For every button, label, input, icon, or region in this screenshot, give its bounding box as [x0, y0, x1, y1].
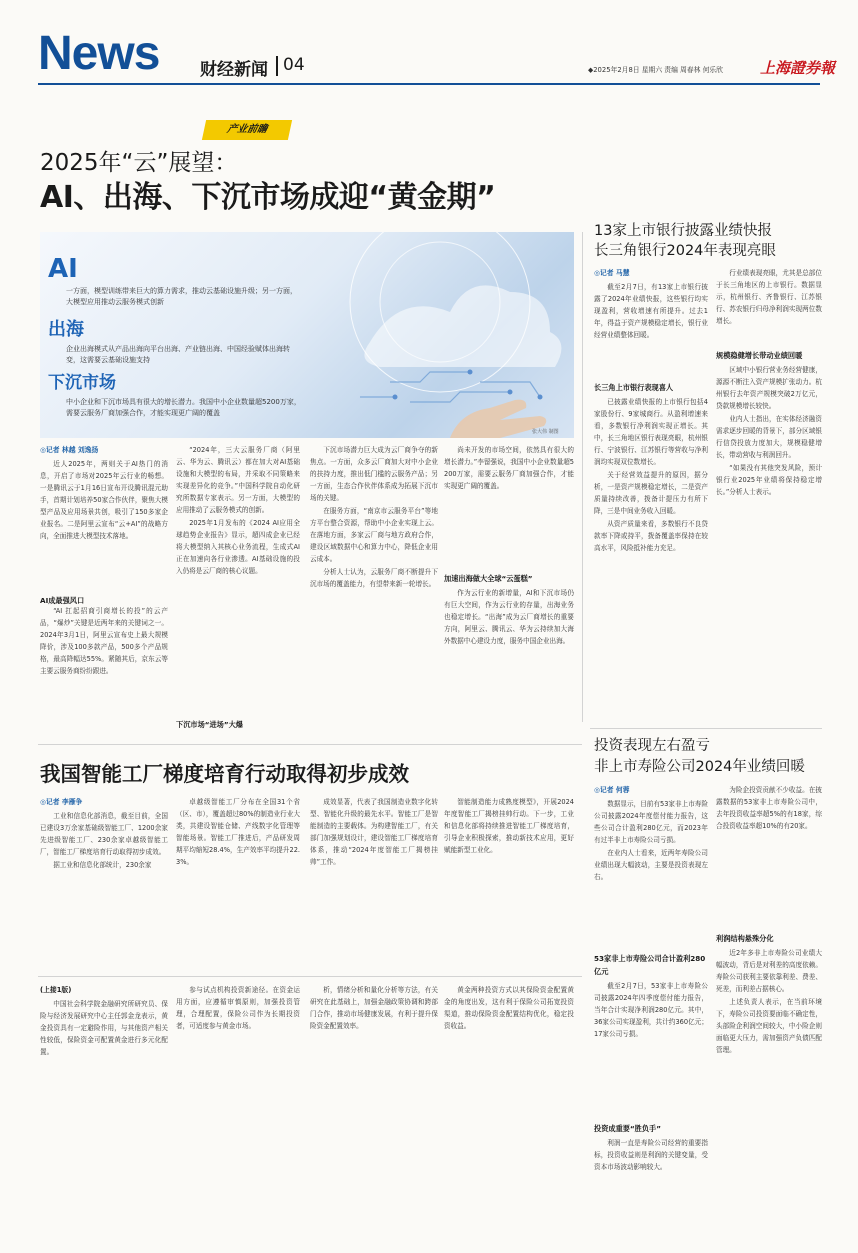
feature-body-1: 近人2025年，两则关于AI热门的消息，开启了市场对2025年云行业的畅想。一是腾讯云于1月16日宣布开设腾讯混元助手，首期计划培养50家合作伙伴，聚焦大模型产品及应用场景共创，吸引了150多家企业报名。二是阿里云宣布“云+AI”的战略方向，全面推进大模型技术落地。	[40, 460, 168, 540]
footer-column-2: 参与试点机构投资新途径。在资金运用方面，应遵循审慎原则，加强投资管理，合理配置，保险公司作为长期投资者，可适度参与黄金市场。	[176, 986, 300, 1030]
insurance-subhead-3: 利润结构悬殊分化	[716, 934, 774, 943]
banks-title-2: 长三角银行2024年表现亮眼	[594, 243, 776, 259]
column-divider	[582, 232, 583, 722]
news-logo: News	[38, 27, 160, 80]
factory-column-3: 成效显著，代表了我国制造业数字化转型、智能化升级的最先水平。智能工厂是智能制造的主要载体。为构建智能工厂，有关部门加强规划设计，建设智能工厂梯度培育体系，推动“2024年度智能工厂揭榜挂帅”工作。	[310, 798, 438, 866]
tag-overseas-desc: 企业出海模式从产品出海向平台出海、产业链出海、中国经验赋体出海转变，这需要云基础设施支持	[66, 345, 290, 364]
feature-column-1	[40, 444, 168, 605]
footer-source: (上接1版)	[40, 986, 72, 994]
masthead-rule	[38, 83, 820, 85]
feature-column-1b: “AI 扛起招商引商增长的投”的云产品，“爆炒”关键是近两年来的关键词之一。2024年3月1日，阿里云宣布史上最大规模降价，涉及100多款产品，500多个产品规格，最高降幅达55%。紧随其后，京东云等主要云服务商纷纷跟进。	[40, 607, 168, 675]
insurance-byline: ◎记者 何蓉	[594, 786, 630, 794]
insurance-column-2: 为险企投资贡献不少收益。在披露数据的53家非上市寿险公司中，去年投资收益率超5%的有18家，综合投资收益率超10%的有20家。 利润结构悬殊分化 近2年多非上市寿险公司业绩大幅波动，背后是对利差的高度依赖。寿险公司获利主要依靠利差、费差、死差，而利差占据核心。 上述负责人表示，在当前环境下，寿险公司投资要面临不确定性，头部险企利润空间较大，中小险企则面临更大压力，需加强资产负债匹配管理。	[716, 786, 822, 1054]
footer-column-3: 析，情绪分析和量化分析等方法，有关研究在此基础上，加强金融政策协调和跨部门合作，推动市场健康发展，有利于提升保险资金配置效率。	[310, 986, 438, 1030]
feature-byline: ◎记者 林越 刘逸扬	[40, 446, 99, 454]
feature-banner: 产业前瞻	[202, 120, 292, 140]
feature-subhead-1: AI成最强风口	[40, 596, 85, 605]
feature-title-2: AI、出海、下沉市场成迎“黄金期”	[40, 180, 496, 215]
feature-subhead-2: 下沉市场“进场”大爆	[176, 720, 243, 729]
tag-overseas-label: 出海	[48, 319, 84, 340]
section-divider	[276, 56, 278, 76]
feature-column-2: “2024年，三大云服务厂商（阿里云、华为云、腾讯云）都在加大对AI基础设施和大模型的布局，并采取不同策略来实现差异化的竞争。”中国科学院自动化研究所数据专家表示。另一方面，大模型的应用推动了云服务模式的创新。 2025年1月发布的《2024 AI应用全球趋势企业报告》显示，超四成企业已经将大模型纳入其核心业务流程，生成式AI正在加速向各行业渗透。AI基础设施的投入仍将是云厂商的核心议题。 下沉市场“进场”大爆	[176, 446, 300, 729]
feature-subhead-3: 加速出海做大全球“云蛋糕”	[444, 574, 533, 583]
banks-subhead-2: 规模稳健增长带动业绩回暖	[716, 351, 803, 360]
photo-credit: 张大伟 制图	[532, 429, 559, 435]
cloud-circuit-illustration	[300, 232, 574, 438]
feature-column-3: 下沉市场潜力巨大成为云厂商争夺的新焦点。一方面，众多云厂商加大对中小企业的扶持力度，推出低门槛的云服务产品；另一方面，生态合作伙伴体系成为拓展下沉市场的关键。 在服务方面，“南京市云服务平台”等地方平台整合资源，帮助中小企业实现上云。在落地方面，多家云厂商与地方政府合作，建设区域数据中心和算力中心，降低企业用云成本。 分析人士认为，云服务厂商不断提升下沉市场的覆盖能力，有望带来新一轮增长。	[310, 446, 438, 588]
masthead	[0, 0, 858, 112]
footer-column-4: 黄金两种投资方式以其保险资金配置黄金的角度出发，这有利于保险公司拓宽投资渠道，推动保险资金配置结构优化，稳定投资收益。	[444, 986, 574, 1030]
tag-lower-tier-label: 下沉市场	[48, 373, 116, 393]
footer-column-1: (上接1版) 中国社会科学院金融研究所研究员、保险与经济发展研究中心主任郭金龙表示，黄金投资具有一定避险作用，与其他资产相关性较低，保险资金可配置黄金进行多元化配置。	[40, 986, 168, 1056]
banks-column-1: ◎记者 马慧 截至2月7日，有13家上市银行披露了2024年业绩快报，这些银行均实现盈利，营收增速有所提升。过去1年，得益于资产规模稳定增长，银行业经营业绩整体回暖。 长三角上市银行表现喜人 已披露业绩快报的上市银行包括4家股份行、9家城商行。从盈利增速来看，多数银行净利润实现正增长。其中，长三角地区银行表现亮眼，杭州银行、宁波银行、江苏银行等营收与净利润均实现双位数增长。 关于经营效益提升的原因，据分析，一是资产规模稳定增长，二是资产质量持续改善，拨备计提压力有所下降，三是中间业务收入回暖。 从资产质量来看，多数银行不良贷款率下降或持平，拨备覆盖率保持在较高水平，风险抵补能力充足。	[594, 269, 708, 552]
banks-byline: ◎记者 马慧	[594, 269, 630, 277]
factory-column-4: 智能制造能力成熟度模型》，开展2024年度智能工厂揭榜挂帅行动。下一步，工业和信息化部将持续推进智能工厂梯度培育，引导企业积极探索，推动新技术应用，更好赋能新型工业化。	[444, 798, 574, 854]
insurance-subhead-2: 投资成重要“胜负手”	[594, 1124, 661, 1133]
factory-column-2: 卓越级智能工厂分布在全国31个省（区、市），覆盖超过80%的制造业行业大类，共建设智能仓储、产线数字化管理等智能场景。智能工厂推进后，产品研发周期平均缩短28.4%，生产效率平均提升22.3%。	[176, 798, 300, 866]
paper-logo: 上海證券報	[760, 59, 836, 77]
factory-title: 我国智能工厂梯度培育行动取得初步成效	[40, 762, 409, 786]
feature-column-4: 尚未开发的市场空间，依然具有很大的增长潜力。”李留强说，我国中小企业数量超5200万家，需要云服务厂商加强合作，才能实现更广阔的覆盖。 加速出海做大全球“云蛋糕” 作为云行业的新增量，AI和下沉市场仍有巨大空间，作为云行业的存量，出海业务也稳定增长。“出海”成为云厂商增长的重要方向，阿里云、腾讯云、华为云持续加大海外数据中心建设力度，服务中国企业出海。	[444, 446, 574, 645]
tag-lower-tier-desc: 中小企业和下沉市场具有很大的增长潜力。我国中小企业数量超5200万家，需要云服务厂商加强合作，才能实现更广阔的覆盖	[66, 398, 301, 417]
tag-ai-label: AI	[48, 254, 78, 284]
section-divider-insurance	[590, 728, 822, 729]
insurance-subhead-1: 53家非上市寿险公司合计盈利280亿元	[594, 954, 706, 976]
factory-column-1: ◎记者 李雁争 工业和信息化部消息，截至目前，全国已建设3万余家基础级智能工厂、1200余家先进级智能工厂、230余家卓越级智能工厂，智能工厂梯度培育行动取得初步成效。 据工业和信息化部统计，230余家	[40, 798, 168, 869]
tag-ai-desc: 一方面，模型训练带来巨大的算力需求，推动云基础设施升级；另一方面，大模型应用推动云服务模式创新	[66, 287, 297, 306]
banks-title-1: 13家上市银行披露业绩快报	[594, 223, 772, 239]
section-divider-footer	[38, 976, 582, 977]
factory-byline: ◎记者 李雁争	[40, 798, 83, 806]
insurance-title-1: 投资表现左右盈亏	[594, 738, 710, 754]
insurance-title-2: 非上市寿险公司2024年业绩回暖	[594, 759, 805, 775]
banks-column-2: 行业绩表现亮眼，尤其是总部位于长三角地区的上市银行。数据显示，杭州银行、齐鲁银行、江苏银行、苏农银行归母净利润实现两位数增长。 规模稳健增长带动业绩回暖 区域中小银行营业务经营健康，源源不断注入资产规模扩张动力。杭州银行去年资产规模突破2万亿元，贷款规模增长较快。 业内人士指出，在实体经济融资需求逐步回暖的背景下，部分区域银行信贷投放力度加大，规模稳健增长，带动营收与利润回升。 “如果没有其他突发风险，预计银行业2025年业绩将保持稳定增长。”分析人士表示。	[716, 269, 822, 496]
section-divider-factory	[38, 744, 582, 745]
section-name: 财经新闻	[200, 60, 268, 80]
feature-graphic	[40, 232, 574, 438]
date-line: ◆2025年2月8日 星期六 责编 周春林 何乐欣	[588, 66, 723, 74]
banks-subhead-1: 长三角上市银行表现喜人	[594, 383, 674, 392]
feature-title-1: 2025年“云”展望：	[40, 150, 238, 176]
page-number: 04	[283, 55, 305, 75]
insurance-column-1: ◎记者 何蓉 数据显示，目前有53家非上市寿险公司披露2024年度偿付能力报告，这些公司合计盈利280亿元，而2023年有过半非上市寿险公司亏损。 在业内人士看来，近两年寿险公司业绩出现大幅波动，主要是投资表现左右。 53家非上市寿险公司合计盈利280亿元 截至2月7日，53家非上市寿险公司披露2024年四季度偿付能力报告，当年合计实现净利润280亿元。其中，36家公司实现盈利，共计约360亿元；17家公司亏损。 投资成重要“胜负手” 利润一直是寿险公司经营的重要指标，投资收益则是利润的关键变量，受资本市场波动影响较大。	[594, 786, 708, 1171]
